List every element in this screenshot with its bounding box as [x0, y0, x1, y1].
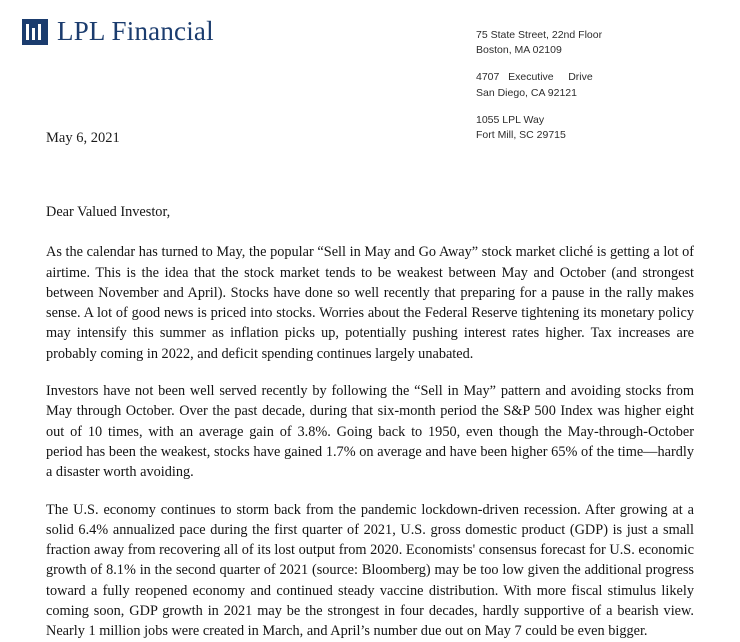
address-line: Fort Mill, SC 29715: [476, 129, 566, 142]
letter-date: May 6, 2021: [46, 130, 120, 146]
salutation: Dear Valued Investor,: [46, 204, 171, 220]
body-paragraph: Investors have not been well served recently by following the “Sell in May” pattern and avoiding stocks from May through October. Over the past decade, during that six-month period the S&P 500 Index was higher eight out of 10 times, with an average gain of 3.8%. Going back to 1950, even though the May-through-October period has been the weakest, stocks have gained 1.7% on average and have been higher 65% of the time—hardly a disaster worth avoiding.: [46, 383, 694, 481]
logo-bar: [38, 24, 41, 40]
body-paragraph: As the calendar has turned to May, the popular “Sell in May and Go Away” stock market cliché is getting a lot of airtime. This is the idea that the stock market tends to be weakest between May and October (and strongest between November and April). Stocks have done so well recently that preparing for a pause in the rally makes sense. A lot of good news is priced into stocks. Worries about the Federal Reserve tightening its monetary policy may intensify this summer as inflation picks up, potentially pushing interest rates higher. Tax increases are probably coming in 2022, and deficit spending continues largely unabated.: [46, 244, 694, 362]
letterhead: [22, 18, 214, 45]
letter-body: [46, 202, 694, 642]
body-paragraph: The U.S. economy continues to storm back from the pandemic lockdown-driven recession. After growing at a solid 6.4% annualized pace during the first quarter of 2021, U.S. gross domestic product (GDP) is just a small fraction away from recovering all of its lost output from 2020. Economists' consensus forecast for U.S. economic growth of 8.1% in the second quarter of 2021 (source: Bloomberg) may be too low given the additional progress toward a fully reopened economy and continued steady vaccine distribution. With more fiscal stimulus likely coming soon, GDP growth in 2021 may be the strongest in four decades, hardly supportive of a bearish view. Nearly 1 million jobs were created in March, and April’s number due out on May 7 could be even bigger.: [46, 501, 694, 640]
address-line: 4707 Executive Drive: [476, 71, 593, 84]
address-fort-mill: [476, 113, 716, 143]
address-line: 1055 LPL Way: [476, 113, 545, 126]
address-line: 75 State Street, 22nd Floor: [476, 29, 603, 41]
address-line: Boston, MA 02109: [476, 44, 562, 57]
lpl-financial-logo-icon: [22, 19, 48, 45]
address-line: San Diego, CA 92121: [476, 86, 577, 99]
address-san-diego: [476, 70, 716, 100]
address-boston: [476, 28, 716, 58]
office-addresses: [476, 28, 716, 143]
brand-name: LPL Financial: [57, 16, 214, 46]
